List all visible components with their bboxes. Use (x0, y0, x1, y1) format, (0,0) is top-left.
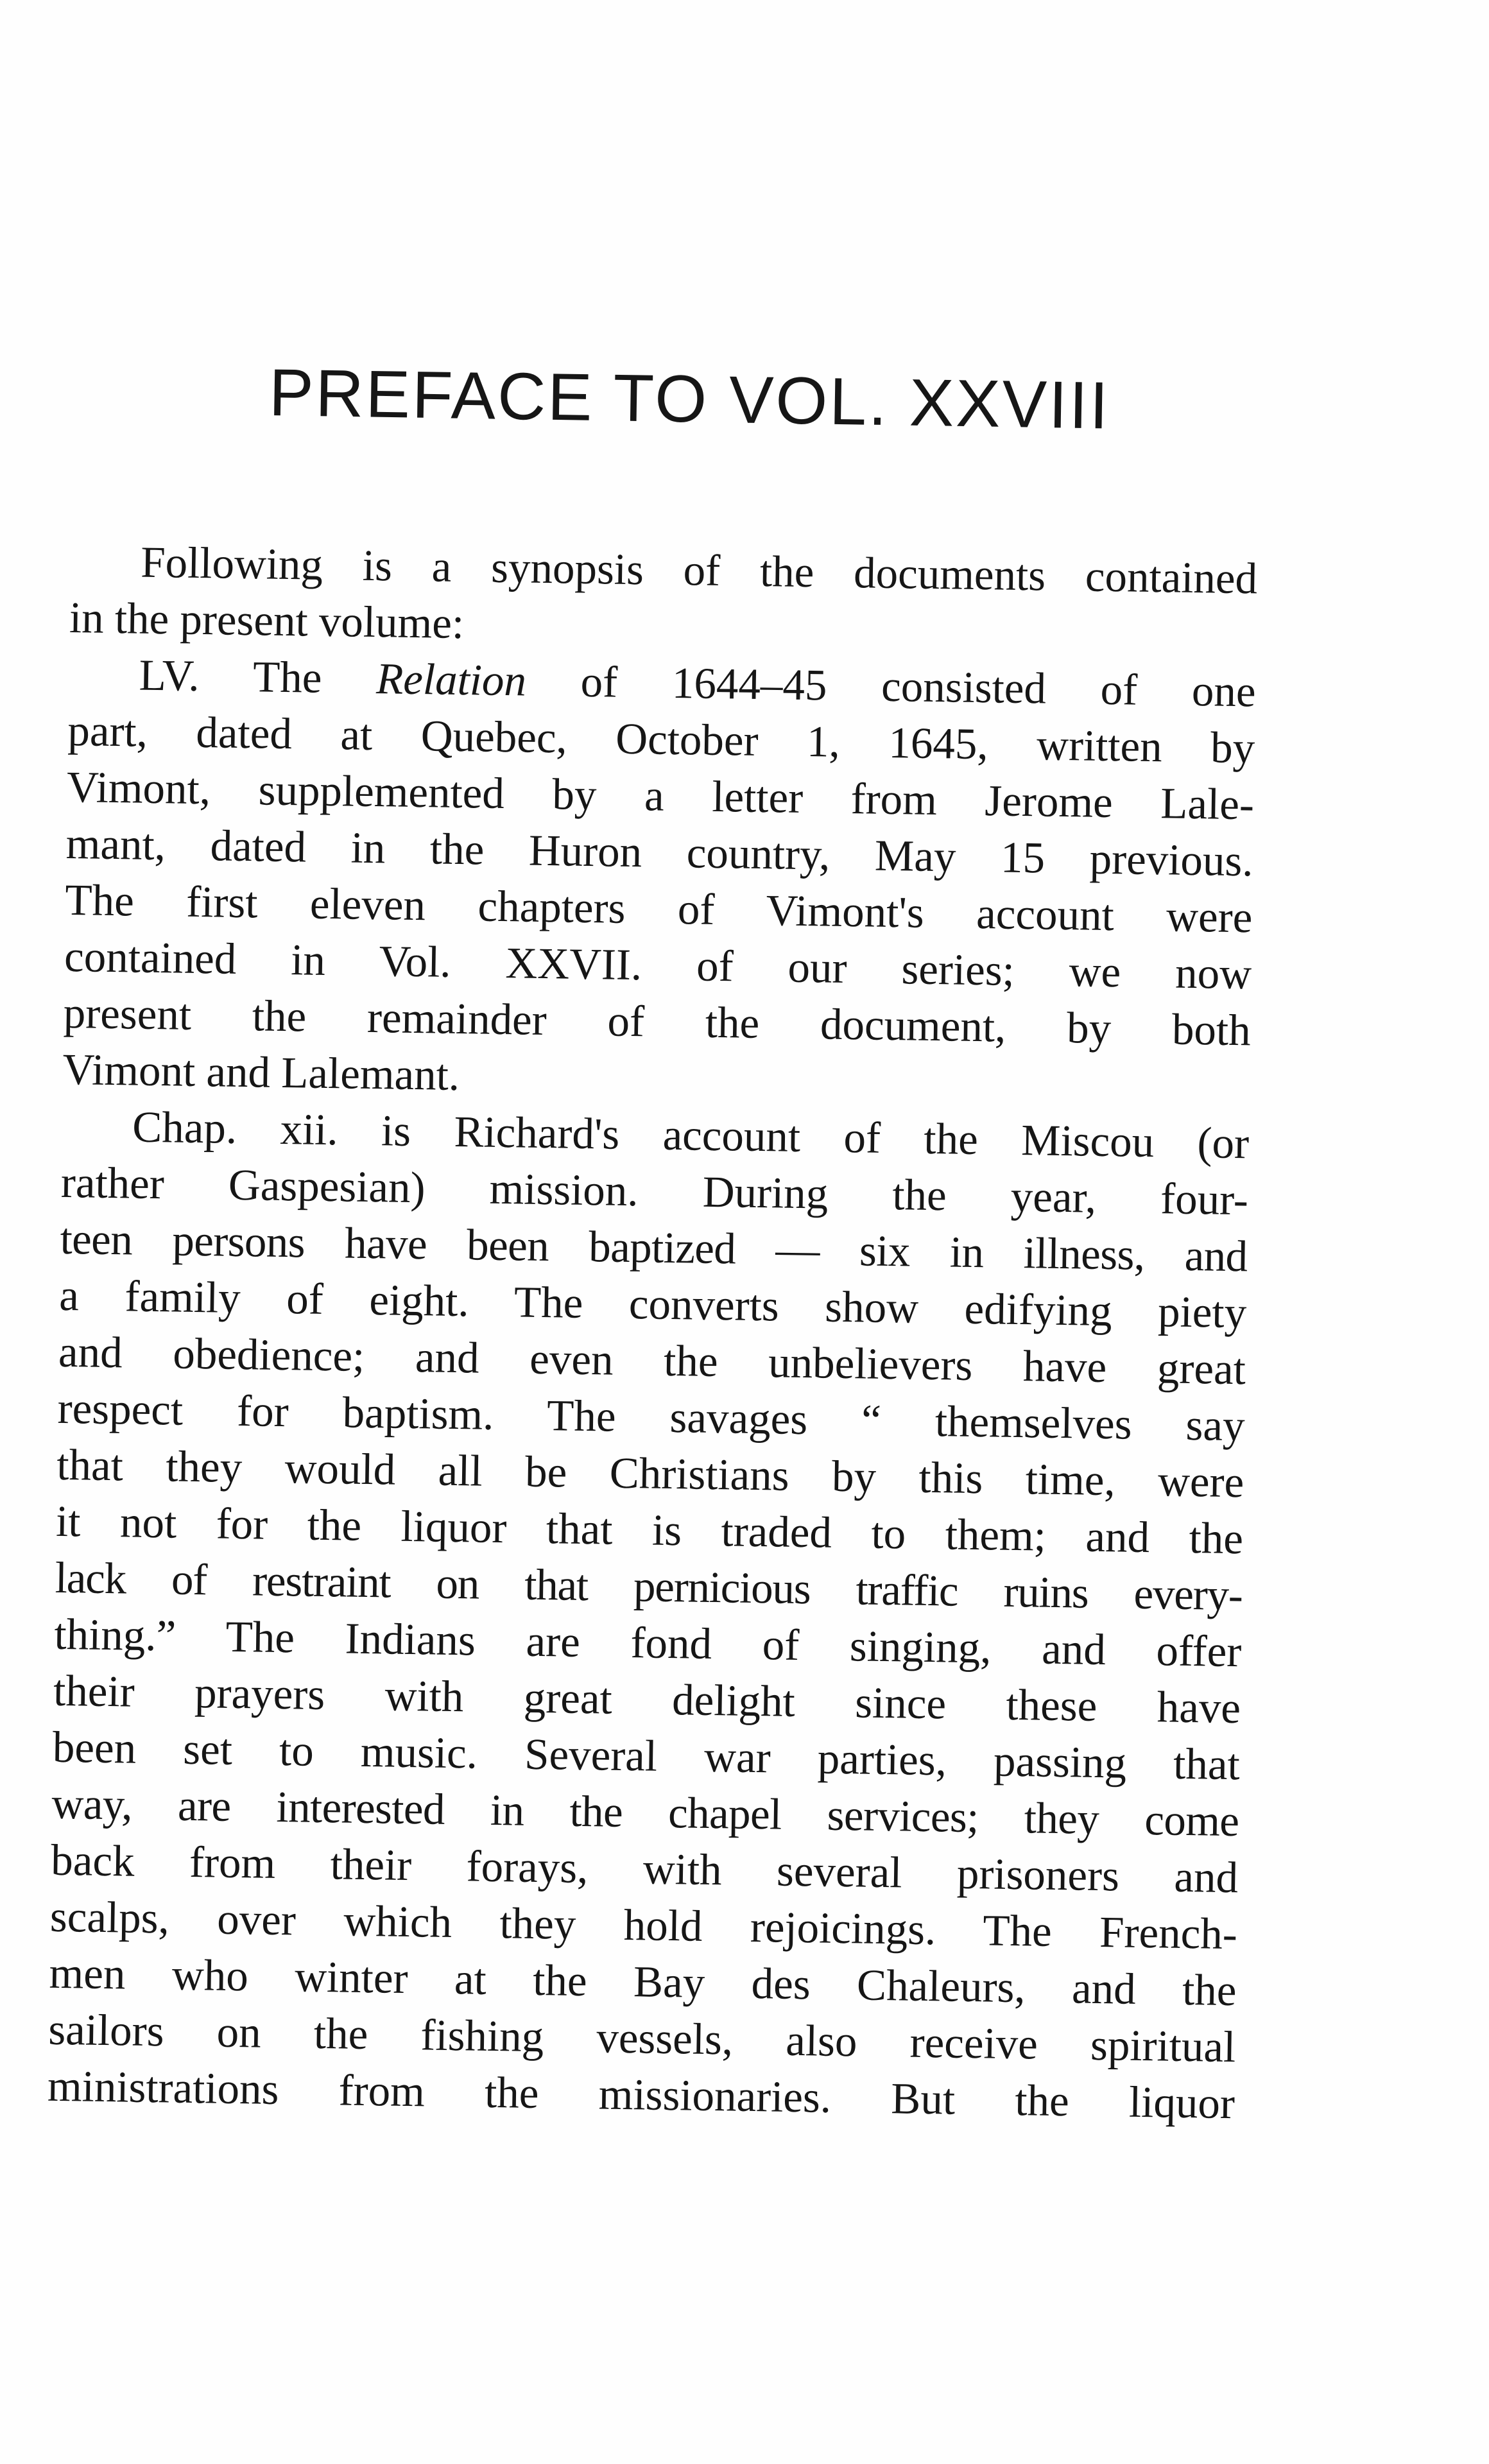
text-line: ministrations from the missionaries. But the liquor (47, 2061, 1235, 2128)
text-line: Vimont, supplemented by a letter from Jerome Lale- (66, 762, 1255, 829)
text-line: present the remainder of the document, by both (63, 988, 1252, 1055)
text-line: scalps, over which they hold rejoicings. The French- (49, 1891, 1238, 1959)
text-line: rather Gaspesian) mission. During the year, four- (60, 1157, 1249, 1225)
text-line: contained in Vol. XXVII. of our series; we now (64, 931, 1252, 999)
text-line: been set to music. Several war parties, passing that (52, 1722, 1241, 1789)
text-line: way, are interested in the chapel services; they come (51, 1779, 1239, 1846)
text-line: a family of eight. The converts show edifying piety (58, 1270, 1247, 1338)
text-line: teen persons have been baptized — six in illness, and (60, 1214, 1248, 1281)
text-line: and obedience; and even the unbelievers have great (58, 1327, 1246, 1394)
text-line: mant, dated in the Huron country, May 15 previous. (65, 818, 1254, 886)
body-text (47, 533, 1257, 2132)
text-line: back from their forays, with several prisoners and (50, 1835, 1239, 1902)
text-fragment: of 1644–45 consisted of one (580, 657, 1257, 716)
text-line: respect for baptism. The savages “ themselves say (57, 1383, 1246, 1451)
text-line: Vimont and Lalemant. (62, 1044, 460, 1100)
relation-word: Relation (375, 654, 527, 705)
text-line: lack of restraint on that pernicious traffic ruins every- (55, 1553, 1243, 1620)
page-title: PREFACE TO VOL. XXVIII (268, 356, 1111, 444)
text-line: their prayers with great delight since these have (53, 1666, 1241, 1733)
text-line: thing.” The Indians are fond of singing, and offer (53, 1609, 1242, 1676)
text-line: sailors on the fishing vessels, also receive spiritual (47, 2004, 1236, 2072)
text-line: in the present volume: (69, 592, 465, 648)
text-line: it not for the liquor that is traded to them; and the (55, 1496, 1244, 1564)
text-fragment: The (252, 652, 323, 702)
text-line: Chap. xii. is Richard's account of the Miscou (or (132, 1102, 1250, 1168)
text-line: The first eleven chapters of Vimont's account were (64, 875, 1253, 942)
text-line: that they would all be Christians by this time, were (56, 1440, 1244, 1507)
document-number: LV. (139, 650, 200, 700)
text-line: Following is a synopsis of the documents contained (140, 537, 1258, 603)
text-line: part, dated at Quebec, October 1, 1645, written by (67, 705, 1255, 773)
text-line: men who winter at the Bay des Chaleurs, and the (49, 1948, 1237, 2015)
